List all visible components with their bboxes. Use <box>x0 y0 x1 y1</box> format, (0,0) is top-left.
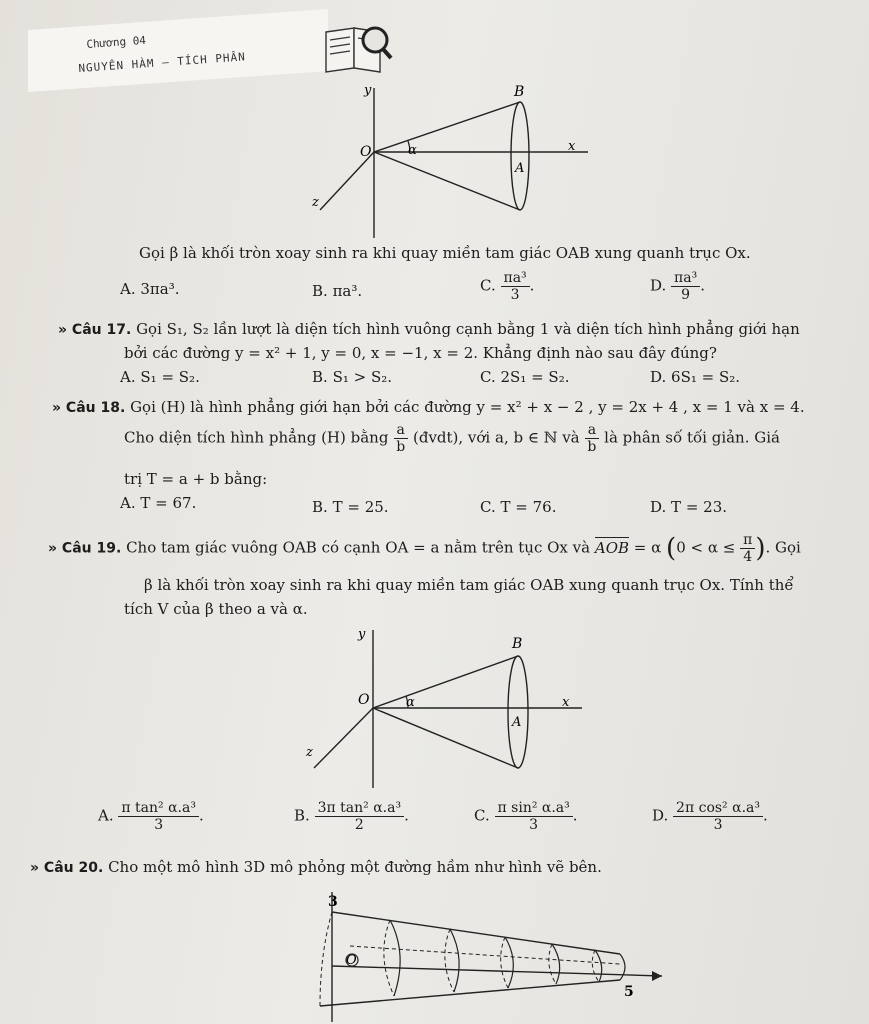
q18-line2-b: (đvdt), với a, b ∈ ℕ và <box>412 428 580 447</box>
subject-title: NGUYÊN HÀM – TÍCH PHÂN <box>78 50 247 75</box>
q19-number: » Câu 19. <box>48 540 122 557</box>
q18-frac-den: b <box>396 439 406 456</box>
chapter-label: Chương 04 <box>86 33 147 51</box>
q18-option-d-value: T = 23. <box>671 498 728 516</box>
q19-cond-den: 4 <box>743 549 753 566</box>
cone-figure-1 <box>300 80 600 240</box>
q19-d-den: 3 <box>713 817 723 834</box>
fig1-y-label: y <box>364 83 372 98</box>
fig1-O-label: O <box>360 144 372 160</box>
q17-option-c-label: C. <box>480 368 496 386</box>
q19-c-num: π sin² α.a³ <box>495 800 573 817</box>
tunnel-label-O: O <box>346 953 357 968</box>
q19-option-b-fraction <box>315 800 404 833</box>
q16-c-den: 3 <box>510 287 520 304</box>
fig1-x-label: x <box>568 139 576 154</box>
q19-option-c-fraction <box>495 800 573 833</box>
q16-d-tail: . <box>700 276 705 295</box>
q17-number: » Câu 17. <box>58 322 132 338</box>
fig2-x-label: x <box>562 695 570 710</box>
q19-c-den: 3 <box>529 817 539 834</box>
q18-option-a[interactable] <box>120 494 196 512</box>
q16-d-num: πa³ <box>671 270 700 287</box>
q19-a-num: π tan² α.a³ <box>118 800 199 817</box>
q19-option-a-fraction <box>118 800 199 833</box>
q19-b-den: 2 <box>354 817 364 834</box>
fig1-alpha-label: α <box>408 143 417 158</box>
book-magnifier-icon <box>320 18 394 78</box>
q18-line2 <box>124 422 780 455</box>
q16-option-d[interactable] <box>650 270 705 303</box>
q16-option-b-label: B. <box>312 282 328 300</box>
q18-option-a-value: T = 67. <box>140 494 197 512</box>
q18-line2-c: là phân số tối giản. Giá <box>604 428 780 447</box>
q16-option-c[interactable] <box>480 270 534 303</box>
q18-fraction-ab-2 <box>584 422 599 455</box>
q19-line3: tích V của β theo a và α. <box>124 600 308 618</box>
header-band <box>28 9 328 92</box>
q17-line1 <box>58 320 800 338</box>
q19-b-num: 3π tan² α.a³ <box>315 800 404 817</box>
q16-option-a-label: A. <box>120 280 136 298</box>
q18-option-a-label: A. <box>120 494 136 512</box>
q18-option-d[interactable] <box>650 498 727 516</box>
q20-line1 <box>30 858 602 876</box>
tunnel-label-3: 3 <box>328 894 338 910</box>
fig2-A-label: A <box>512 715 522 730</box>
q19-line1-b: = α <box>633 538 662 557</box>
q16-c-tail: . <box>529 276 535 295</box>
q19-pi-over-4 <box>740 532 755 565</box>
q17-option-c-value: 2S₁ = S₂. <box>500 368 570 386</box>
q17-option-d-label: D. <box>650 368 667 386</box>
q17-option-a-label: A. <box>120 368 136 386</box>
q18-line2-a: Cho diện tích hình phẳng (H) bằng <box>124 428 389 447</box>
q16-option-d-fraction <box>671 270 700 303</box>
fig2-O-label: O <box>358 692 370 708</box>
q18-frac-num: a <box>394 422 408 439</box>
q18-option-c-label: C. <box>480 498 496 516</box>
q18-option-c[interactable] <box>480 498 556 516</box>
q18-option-b-label: B. <box>312 498 328 516</box>
q19-option-a-label: A. <box>98 806 114 825</box>
q16-option-b-value: πa³. <box>332 282 363 300</box>
q17-option-b-value: S₁ > S₂. <box>332 368 393 386</box>
q18-option-c-value: T = 76. <box>500 498 557 516</box>
q18-option-b-value: T = 25. <box>332 498 389 516</box>
q17-option-d-value: 6S₁ = S₂. <box>671 368 741 386</box>
q16-option-c-label: C. <box>480 276 496 295</box>
q18-frac-num-2: a <box>585 422 599 439</box>
q19-c-tail: . <box>572 806 578 825</box>
q18-line1-text: Gọi (H) là hình phẳng giới hạn bởi các đường y = x² + x − 2 , y = 2x + 4 , x = 1 và x = 4. <box>130 398 805 416</box>
q19-option-d[interactable] <box>652 800 768 833</box>
q17-option-b-label: B. <box>312 368 328 386</box>
q19-line1-a: Cho tam giác vuông OAB có cạnh OA = a nằm trên tục Ox và <box>126 538 591 557</box>
q16-text: Gọi β là khối tròn xoay sinh ra khi quay miền tam giác OAB xung quanh trục Ox. <box>139 244 751 262</box>
cone-figure-2 <box>296 620 596 790</box>
q19-a-tail: . <box>198 806 204 825</box>
q18-number: » Câu 18. <box>52 400 126 416</box>
q16-option-a[interactable] <box>120 280 180 298</box>
q20-text: Cho một mô hình 3D mô phỏng một đường hầm như hình vẽ bên. <box>108 858 602 876</box>
q19-a-den: 3 <box>154 817 164 834</box>
q18-option-d-label: D. <box>650 498 667 516</box>
q16-option-a-value: 3πa³. <box>140 280 180 298</box>
q18-line1 <box>52 398 805 416</box>
tunnel-3d-figure <box>290 884 690 1024</box>
q19-cond-num: π <box>740 532 755 549</box>
tunnel-label-5: 5 <box>624 984 634 1000</box>
q19-option-b[interactable] <box>294 800 409 833</box>
q16-option-c-fraction <box>501 270 530 303</box>
q19-line2: β là khối tròn xoay sinh ra khi quay miền tam giác OAB xung quanh trục Ox. Tính thể <box>144 576 794 594</box>
fig2-alpha-label: α <box>406 695 415 710</box>
fig1-z-label: z <box>312 195 319 210</box>
fig2-y-label: y <box>358 627 366 642</box>
fig1-B-label: B <box>514 84 525 100</box>
q17-option-b[interactable] <box>312 368 392 386</box>
q19-option-a[interactable] <box>98 800 204 833</box>
q20-number: » Câu 20. <box>30 860 104 876</box>
q18-frac-den-2: b <box>587 439 597 456</box>
q17-line1-text: Gọi S₁, S₂ lần lượt là diện tích hình vuông cạnh bằng 1 và diện tích hình phẳng giới hạn <box>136 320 800 338</box>
q17-option-a-value: S₁ = S₂. <box>140 368 200 386</box>
fig1-A-label: A <box>515 161 525 176</box>
q17-line2: bởi các đường y = x² + 1, y = 0, x = −1, x = 2. Khẳng định nào sau đây đúng? <box>124 344 717 362</box>
fig2-z-label: z <box>306 745 313 760</box>
q16-d-den: 9 <box>681 287 691 304</box>
q19-b-tail: . <box>404 806 409 825</box>
q19-condition: 0 < α ≤ <box>676 538 736 557</box>
q19-option-b-label: B. <box>294 806 310 825</box>
q19-angle-aob: AOB <box>594 538 630 557</box>
q17-option-d[interactable] <box>650 368 740 386</box>
q18-option-b[interactable] <box>312 498 389 516</box>
q19-line1: » Câu 19. Cho tam giác vuông OAB có cạnh OA = a nằm trên tục Ox và AOB = α (0 < α ≤ $\frac{\pi}{4}$ ). Gọi <box>48 532 801 566</box>
q17-option-c[interactable] <box>480 368 570 386</box>
q18-fraction-ab <box>393 422 408 455</box>
q19-option-d-label: D. <box>652 806 669 825</box>
q16-option-d-label: D. <box>650 276 667 295</box>
q19-d-tail: . <box>763 806 768 825</box>
q18-line3: trị T = a + b bằng: <box>124 470 268 488</box>
q19-option-c[interactable] <box>474 800 578 833</box>
q19-d-num: 2π cos² α.a³ <box>673 800 763 817</box>
q19-line1-c: . Gọi <box>765 538 801 557</box>
q16-option-b[interactable] <box>312 282 362 300</box>
q17-option-a[interactable] <box>120 368 200 386</box>
fig2-B-label: B <box>512 636 523 652</box>
q16-c-num: πa³ <box>501 270 530 287</box>
q19-option-c-label: C. <box>474 806 490 825</box>
q19-option-d-fraction <box>673 800 763 833</box>
